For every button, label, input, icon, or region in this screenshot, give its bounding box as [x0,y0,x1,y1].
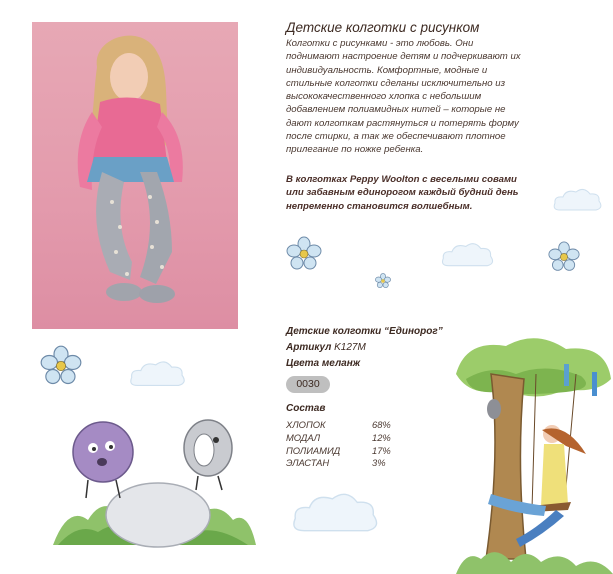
flower-icon [40,345,82,387]
table-row [286,445,391,458]
creatures-illustration [48,410,258,550]
flower-icon [375,273,391,289]
table-row [286,419,391,432]
material-cell: МОДАЛ [286,431,321,443]
percent-cell: 12% [372,431,391,443]
article-row [286,342,366,353]
highlight-line: или забавным единорогом каждый будний день [286,187,519,199]
description-line: стильные колготки сделаны исключительно из [286,77,506,89]
highlight-text [286,173,576,213]
flower-icon [286,236,322,272]
cloud-icon [290,488,382,538]
article-value: K127M [334,342,366,353]
highlight-line: В колготках Peppy Woolton с веселыми совами [286,174,517,185]
article-label: Артикул [286,342,332,353]
composition-label: Состав [286,403,326,414]
cloud-icon [552,186,604,214]
table-row [286,457,391,470]
description-line: после стирки, а так же обеспечивают плотное [286,131,506,143]
tree-swing-illustration [446,334,613,574]
material-cell: ХЛОПОК [286,419,326,430]
section-title: Детские колготки с рисунком [286,20,480,35]
description [286,37,566,157]
description-line: добавлением полиамидных нитей – которые не [286,104,506,116]
description-line: прилегание по ножке ребенка. [286,144,424,156]
cloud-icon [440,240,496,270]
highlight-line: непременно становится волшебным. [286,200,473,212]
product-photo [32,22,238,329]
color-code-badge: 0030 [286,376,330,393]
description-line: высококачественного хлопка с небольшим [286,91,482,103]
percent-cell: 17% [372,444,391,456]
composition-table [286,419,391,470]
material-cell: ПОЛИАМИД [286,444,341,456]
description-line: индивидуальность. Комфортные, модные и [286,64,488,76]
girl-illustration [32,22,238,329]
description-line: Колготки с рисунками - это любовь. Они [286,38,474,49]
description-line: поднимают настроение детям и подчеркивают их [286,51,521,63]
percent-cell: 3% [372,457,386,469]
description-line: дают колготкам растянуться и потерять форму [286,117,519,129]
table-row [286,432,391,445]
flower-icon [548,241,580,273]
colors-label: Цвета меланж [286,358,361,369]
percent-cell: 68% [372,419,391,430]
product-name: Детские колготки “Единорог” [286,326,443,337]
material-cell: ЭЛАСТАН [286,457,330,469]
cloud-icon [128,358,188,390]
